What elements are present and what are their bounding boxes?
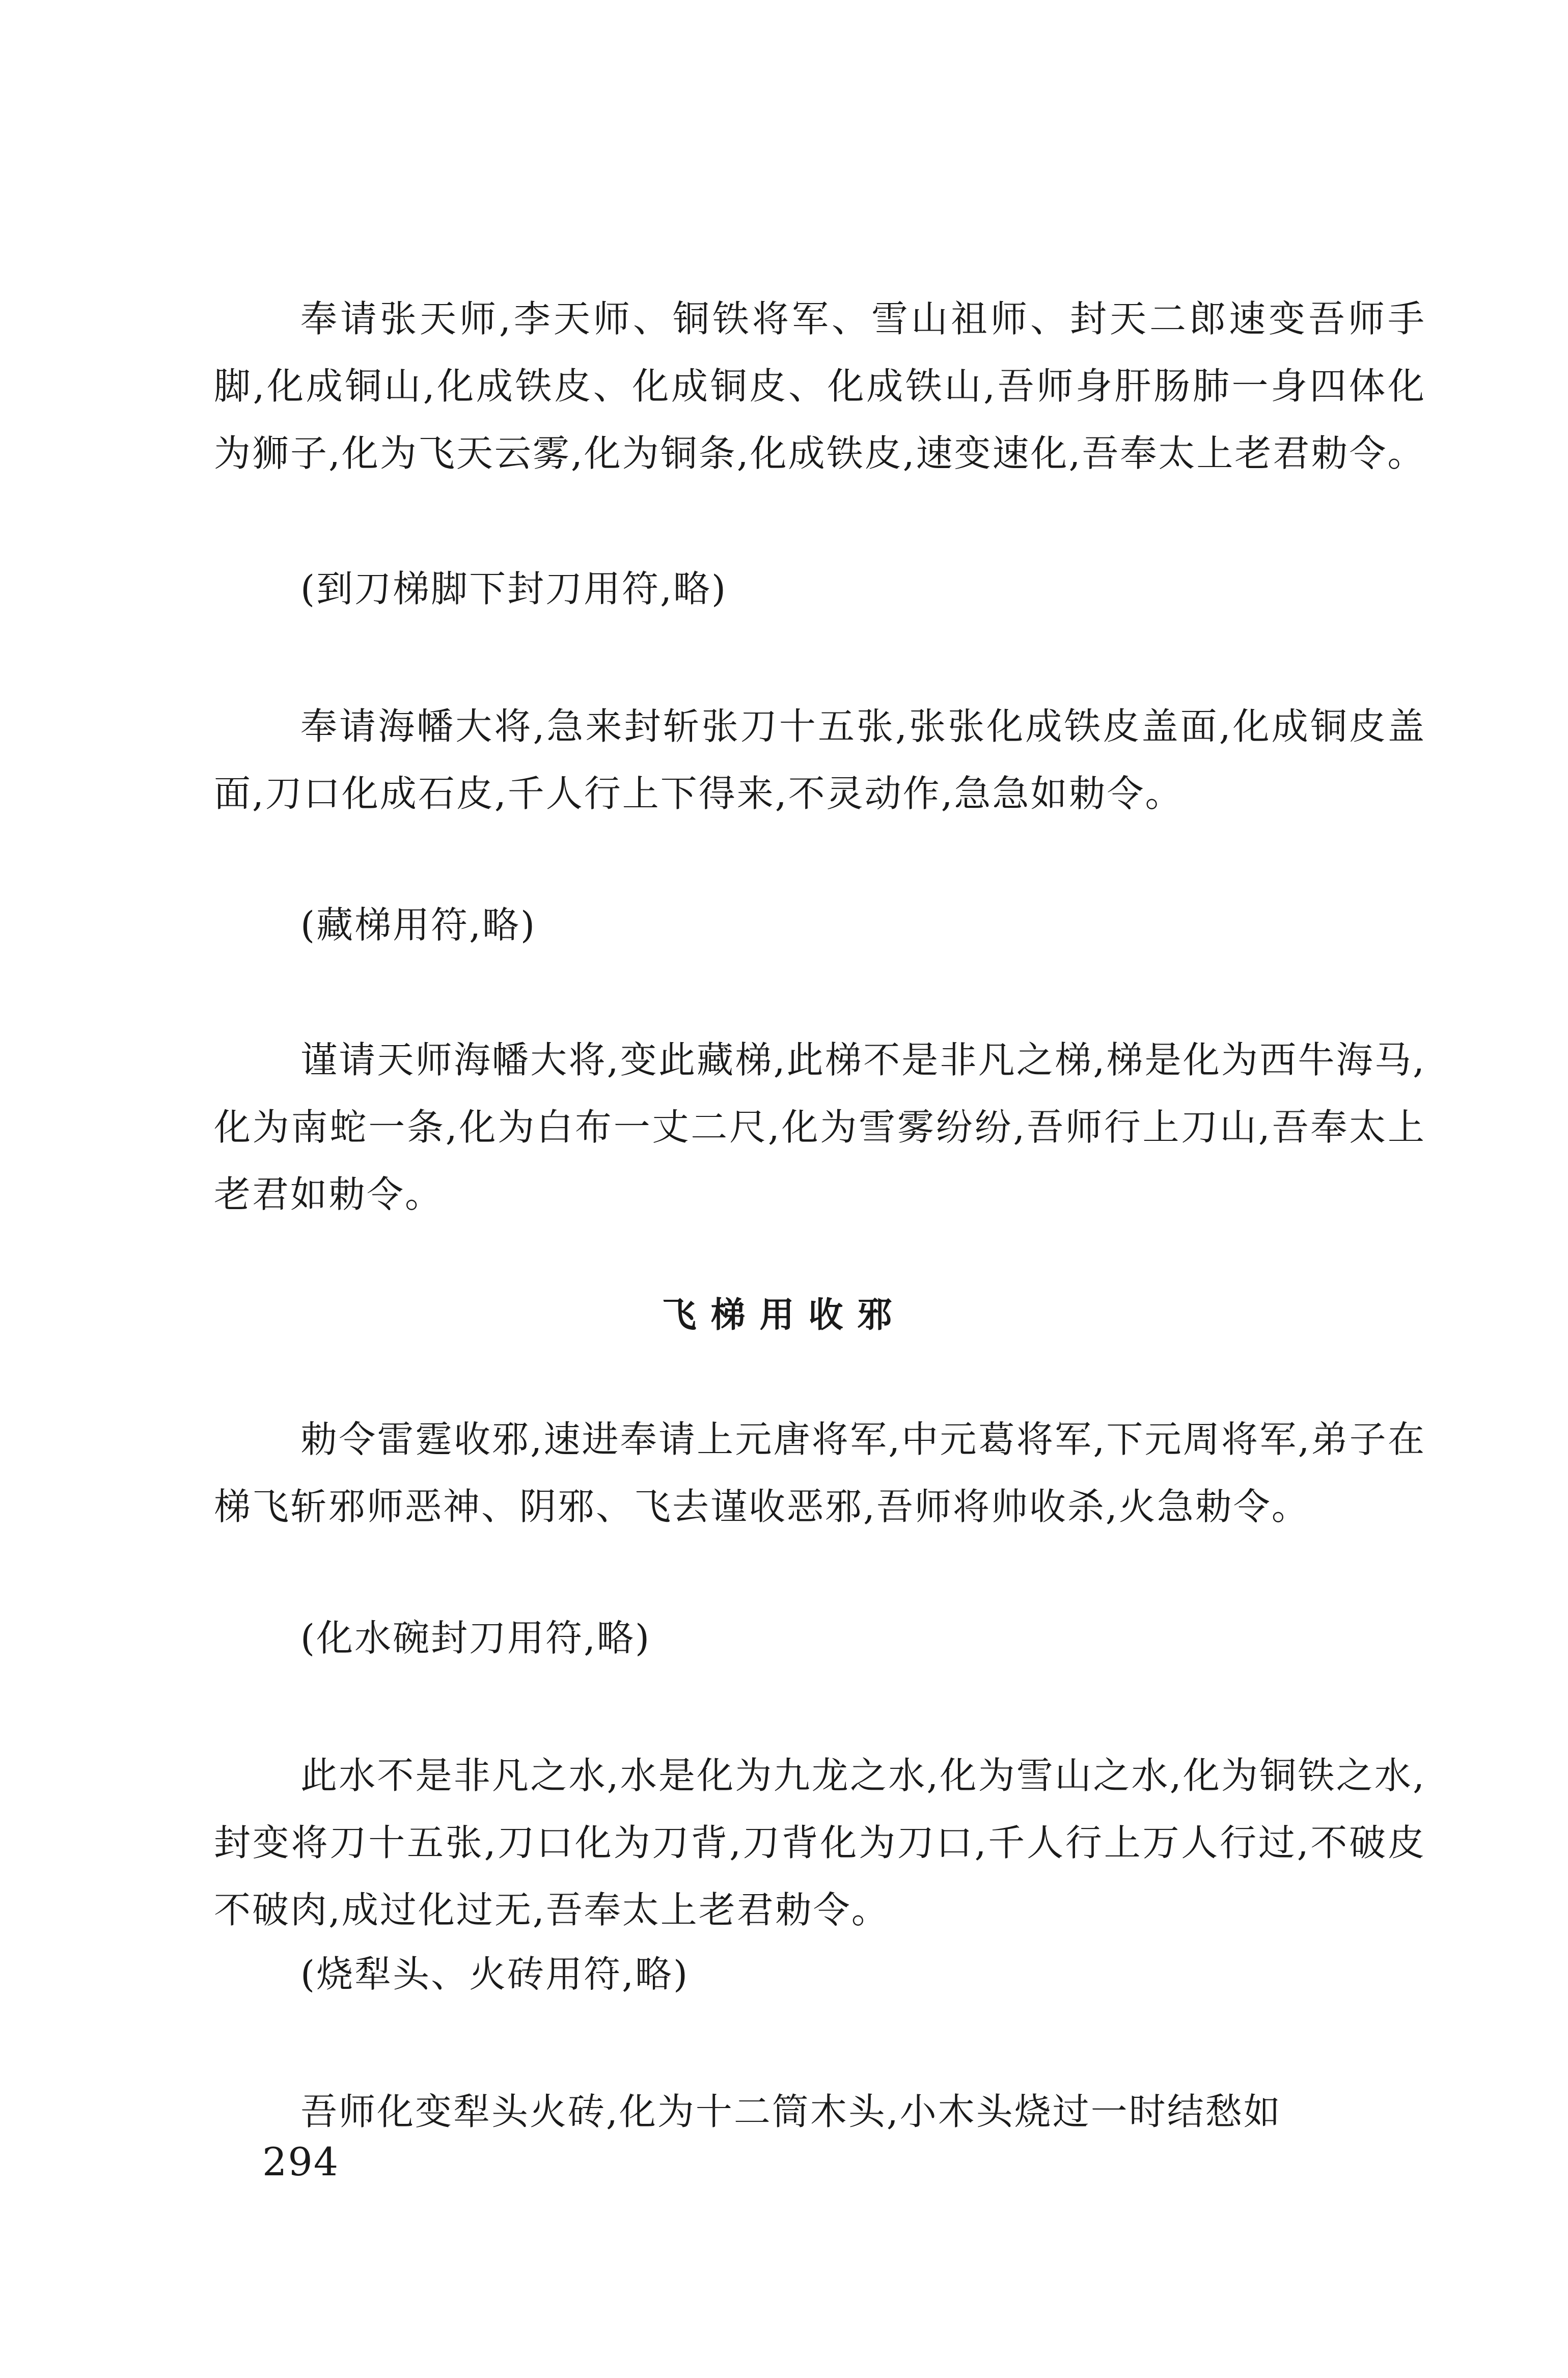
paragraph-invocation-zhang-tianshi: 奉请张天师,李天师、铜铁将军、雪山祖师、封天二郎速变吾师手脚,化成铜山,化成铁皮、化成铜皮、化成铁山,吾师身肝肠肺一身四体化为狮子,化为飞天云雾,化为铜条,化成铁皮,速变速化,吾奉太上老君勅令。 [214,297,1426,475]
note-water-bowl-talisman: (化水碗封刀用符,略) [300,1617,651,1659]
note-hide-ladder-talisman: (藏梯用符,略) [300,904,537,946]
page-number: 294 [262,2139,340,2184]
paragraph-invocation-haifan-general: 奉请海幡大将,急来封斩张刀十五张,张张化成铁皮盖面,化成铜皮盖面,刀口化成石皮,千人行上下得来,不灵动作,急急如勅令。 [214,705,1426,815]
paragraph-water-transformation: 此水不是非凡之水,水是化为九龙之水,化为雪山之水,化为铜铁之水,封变将刀十五张,刀口化为刀背,刀背化为刀口,千人行上万人行过,不破皮不破肉,成过化过无,吾奉太上老君勅令。 [214,1754,1426,1931]
paragraph-hide-ladder-invocation: 谨请天师海幡大将,变此藏梯,此梯不是非凡之梯,梯是化为西牛海马,化为南蛇一条,化为白布一丈二尺,化为雪雾纷纷,吾师行上刀山,吾奉太上老君如勅令。 [214,1038,1426,1216]
note-knife-ladder-talisman: (到刀梯脚下封刀用符,略) [300,567,728,610]
paragraph-plough-brick-transformation: 吾师化变犁头火砖,化为十二筒木头,小木头烧过一时结愁如 [300,2090,1282,2133]
note-plough-brick-talisman: (烧犁头、火砖用符,略) [300,1953,690,1996]
section-heading-flying-ladder: 飞梯用收邪 [662,1295,906,1335]
paragraph-thunder-exorcism: 勅令雷霆收邪,速进奉请上元唐将军,中元葛将军,下元周将军,弟子在梯飞斩邪师恶神、阴邪、飞去谨收恶邪,吾师将帅收杀,火急勅令。 [214,1418,1426,1528]
